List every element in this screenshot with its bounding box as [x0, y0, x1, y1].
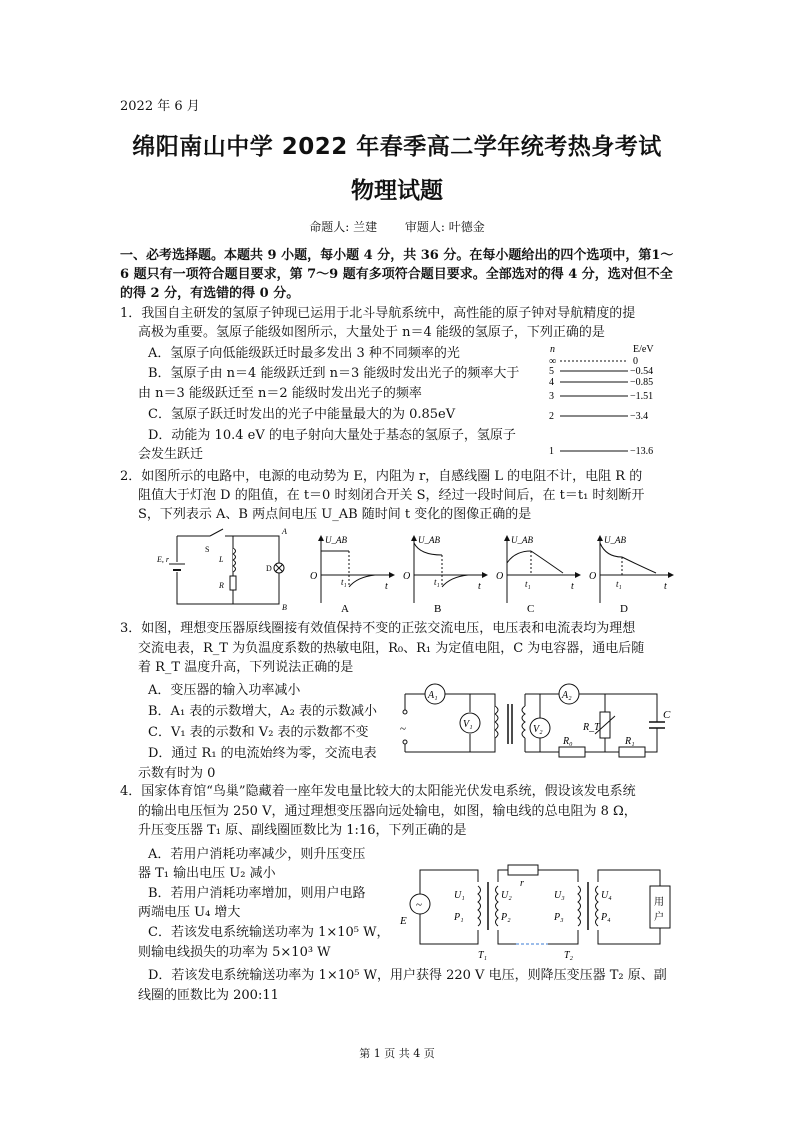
- q4-stem-2: 的输出电压恒为 250 V，通过理想变压器向远处输电，如图，输电线的总电阻为 8 Ω，: [138, 804, 637, 819]
- q2a-choice-label: A: [341, 603, 349, 615]
- q2-inductor-label: L: [219, 555, 224, 564]
- u3-label: U₃: [554, 890, 565, 901]
- q4-circuit: [398, 858, 674, 960]
- q2-graph-a: [305, 533, 395, 615]
- q1-stem-2: 高极为重要。氢原子能级如图所示，大量处于 n＝4 能级的氢原子，下列正确的是: [138, 325, 605, 340]
- q3-circuit: [395, 682, 677, 768]
- q3-option-a: A．变压器的输入功率减小: [148, 683, 301, 698]
- q2b-choice-label: B: [434, 603, 442, 615]
- q2c-t: t: [571, 581, 574, 592]
- level-2-n: 2: [549, 411, 554, 422]
- q3-option-b: B．A₁ 表的示数增大，A₂ 表的示数减小: [148, 704, 378, 719]
- q2d-t1: t₁: [616, 579, 622, 589]
- q1-option-a: A．氢原子向低能级跃迁时最多发出 3 种不同频率的光: [148, 346, 460, 361]
- q2-point-a: A: [282, 527, 287, 536]
- q1-option-c: C．氢原子跃迁时发出的光子中能量最大的为 0.85eV: [148, 407, 456, 422]
- q3-stem-3: 着 R_T 温度升高，下列说法正确的是: [138, 660, 354, 675]
- ammeter-a1-label: A₁: [428, 690, 438, 701]
- level-1-e: −13.6: [630, 446, 654, 457]
- q4-option-a-2: 器 T₁ 输出电压 U₂ 减小: [138, 866, 276, 881]
- q4-option-c-2: 则输电线损失的功率为 5×10³ W: [138, 945, 331, 960]
- n-axis-label: n: [550, 344, 555, 355]
- q4-option-a-1: A．若用户消耗功率减少，则升压变压: [148, 847, 366, 862]
- t1-label: T₁: [478, 950, 488, 960]
- section-heading: 一、必考选择题。本题共 9 小题，每小题 4 分，共 36 分。在每小题给出的四个选项中，第1～6 题只有一项符合题目要求，第 7～9 题有多项符合题目要求。全部选对的得 4 分，选对但不全的得 2 分，有选错的得 0 分。: [120, 248, 674, 301]
- thermistor-rt-label: R_T: [583, 722, 600, 733]
- exam-title: 绵阳南山中学 2022 年春季高二学年统考热身考试: [132, 134, 662, 160]
- q2a-t: t: [385, 581, 388, 592]
- q2d-y-label: U_AB: [604, 535, 626, 545]
- q4-source-label: E: [400, 915, 407, 927]
- resistor-r0-label: R₀: [563, 736, 573, 747]
- u4-label: U₄: [601, 890, 612, 901]
- level-4-e: −0.85: [630, 377, 654, 388]
- q2b-t1: t₁: [434, 577, 440, 587]
- q1-option-b-2: 由 n＝3 能级跃迁至 n＝2 能级时发出光子的频率: [138, 386, 422, 401]
- q2a-t1: t₁: [341, 577, 347, 587]
- q2-stem-3: S，下列表示 A、B 两点间电压 U_AB 随时间 t 变化的图像正确的是: [138, 507, 532, 522]
- q2c-y-label: U_AB: [511, 535, 533, 545]
- q1-option-d-1: D．动能为 10.4 eV 的电子射向大量处于基态的氢原子，氢原子: [148, 428, 516, 443]
- q2-circuit: [155, 524, 295, 612]
- q2b-origin: O: [403, 571, 411, 582]
- q1-option-b-1: B．氢原子由 n＝4 能级跃迁到 n＝3 能级时发出光子的频率大于: [148, 366, 520, 381]
- level-inf-e: 0: [633, 356, 638, 367]
- ac-source-symbol: ~: [400, 723, 406, 735]
- q4-option-d-2: 线圈的匝数比为 200:11: [138, 988, 279, 1003]
- authors-line: [0, 218, 794, 235]
- ammeter-a2-label: A₂: [562, 690, 572, 701]
- q4-option-d-1: D．若该发电系统输送功率为 1×10⁵ W，用户获得 220 V 电压，则降压变压器 T₂ 原、副: [148, 968, 667, 983]
- u2-label: U₂: [501, 890, 512, 901]
- p1-label: P₁: [454, 912, 464, 923]
- q2-source-label: E, r: [157, 555, 169, 564]
- level-1-n: 1: [549, 446, 554, 457]
- q2-stem-2: 阻值大于灯泡 D 的阻值，在 t＝0 时刻闭合开关 S，经过一段时间后，在 t＝t₁ 时刻断开: [138, 488, 645, 503]
- q2d-t: t: [664, 581, 667, 592]
- author: 命题人: 兰建: [309, 220, 378, 234]
- q1-stem-1: 1．我国自主研发的氢原子钟现已运用于北斗导航系统中，高性能的原子钟对导航精度的提: [120, 306, 636, 321]
- level-inf-n: ∞: [549, 356, 557, 367]
- q4-ac-symbol: ~: [416, 899, 422, 911]
- level-5-e: −0.54: [630, 366, 654, 377]
- q1-option-d-2: 会发生跃迁: [138, 447, 204, 462]
- q3-stem-1: 3．如图，理想变压器原线圈接有效值保持不变的正弦交流电压，电压表和电流表均为理想: [120, 621, 636, 636]
- q2b-t: t: [478, 581, 481, 592]
- exam-date: 2022 年 6 月: [120, 99, 200, 114]
- q2d-origin: O: [589, 571, 597, 582]
- user-load-label-2: 户: [654, 912, 664, 923]
- page-footer: 第 1 页 共 4 页: [359, 1047, 435, 1060]
- p2-label: P₂: [501, 912, 511, 923]
- q2c-origin: O: [496, 571, 504, 582]
- p3-label: P₃: [554, 912, 564, 923]
- energy-level-diagram: [540, 340, 670, 465]
- voltmeter-v1-label: V₁: [463, 719, 473, 730]
- q2-graph-b: [398, 533, 488, 615]
- p4-label: P₄: [601, 912, 611, 923]
- reviewer: 审题人: 叶德金: [404, 220, 485, 234]
- voltmeter-v2-label: V₂: [533, 724, 543, 735]
- line-resistance-label: r: [520, 878, 524, 889]
- q4-option-b-1: B．若用户消耗功率增加，则用户电路: [148, 886, 366, 901]
- level-3-e: −1.51: [630, 391, 654, 402]
- q2d-choice-label: D: [620, 603, 628, 615]
- q2-lamp-label: D: [266, 564, 272, 573]
- capacitor-c-label: C: [663, 709, 671, 721]
- q2c-choice-label: C: [527, 603, 535, 615]
- q2-resistor-label: R: [219, 581, 224, 590]
- t2-label: T₂: [564, 950, 574, 960]
- level-3-n: 3: [549, 391, 554, 402]
- q2-stem-1: 2．如图所示的电路中，电源的电动势为 E，内阻为 r，自感线圈 L 的电阻不计，电阻 R 的: [120, 469, 643, 484]
- level-2-e: −3.4: [630, 411, 649, 422]
- q4-option-b-2: 两端电压 U₄ 增大: [138, 905, 241, 920]
- q2-switch-label: S: [205, 545, 210, 554]
- q2-graph-d: [584, 533, 674, 615]
- energy-axis-label: E/eV: [633, 344, 654, 355]
- q4-option-c-1: C．若该发电系统输送功率为 1×10⁵ W，: [148, 925, 390, 940]
- q3-option-d-2: 示数有时为 0: [138, 766, 216, 781]
- q3-option-d-1: D．通过 R₁ 的电流始终为零，交流电表: [148, 746, 377, 761]
- q2b-y-label: U_AB: [418, 535, 440, 545]
- exam-subject: 物理试题: [351, 178, 443, 204]
- u1-label: U₁: [454, 890, 465, 901]
- q2-graph-c: [491, 533, 581, 615]
- q2c-t1: t₁: [525, 579, 531, 589]
- level-4-n: 4: [549, 377, 554, 388]
- resistor-r1-label: R₁: [625, 736, 635, 747]
- q2a-y-label: U_AB: [325, 535, 347, 545]
- level-5-n: 5: [549, 366, 554, 377]
- q4-stem-3: 升压变压器 T₁ 原、副线圈匝数比为 1:16，下列正确的是: [138, 823, 467, 838]
- q3-stem-2: 交流电表，R_T 为负温度系数的热敏电阻，R₀、R₁ 为定值电阻，C 为电容器，通电后随: [138, 641, 645, 656]
- q3-option-c: C．V₁ 表的示数和 V₂ 表的示数都不变: [148, 725, 369, 740]
- q2-point-b: B: [282, 603, 287, 612]
- q4-stem-1: 4．国家体育馆“鸟巢”隐藏着一座年发电量比较大的太阳能光伏发电系统，假设该发电系统: [120, 784, 636, 799]
- q2a-origin: O: [310, 571, 318, 582]
- user-load-label-1: 用: [654, 897, 664, 908]
